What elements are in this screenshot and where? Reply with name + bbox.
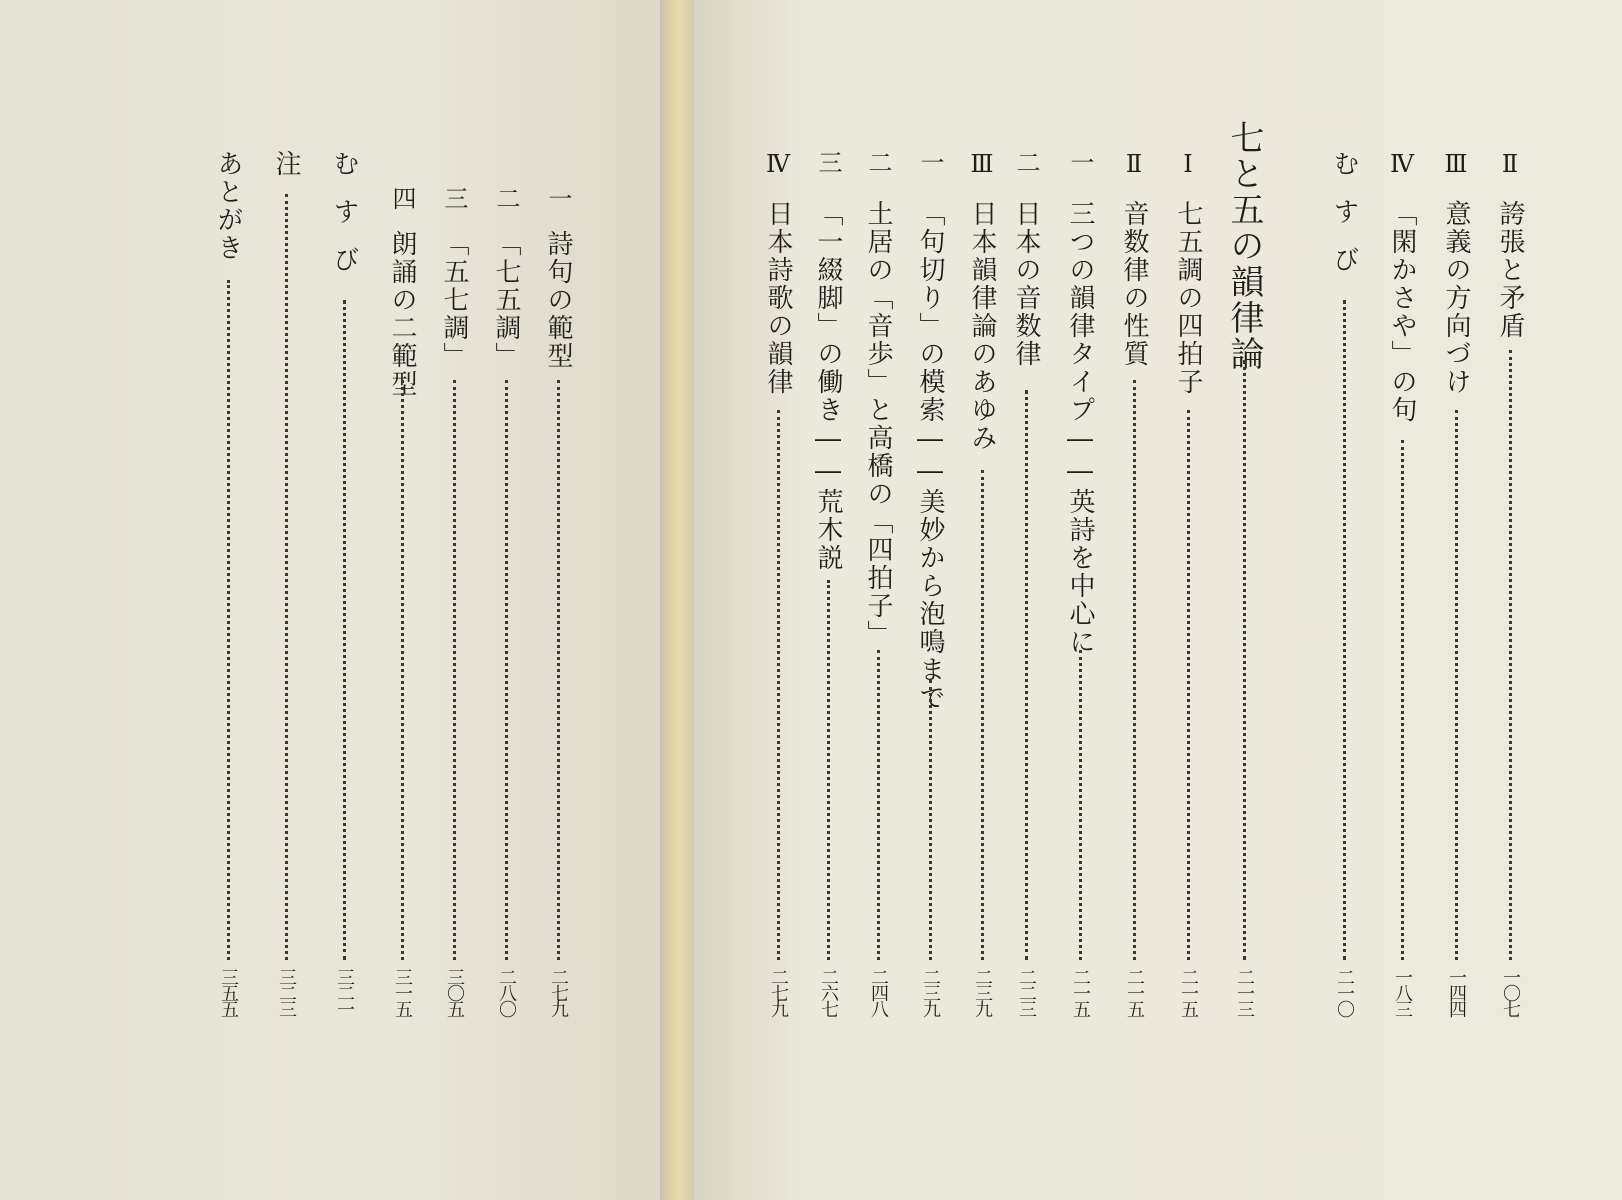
dot-leader bbox=[1455, 410, 1458, 960]
dot-leader bbox=[1133, 380, 1136, 960]
dot-leader bbox=[505, 380, 508, 960]
dot-leader bbox=[827, 580, 830, 960]
entry-page-number: 二一五 bbox=[1124, 968, 1145, 1016]
entry-title: 注 bbox=[271, 150, 301, 178]
entry-page-number: 三二三 bbox=[276, 968, 297, 1016]
toc-entry bbox=[1112, 150, 1156, 1050]
entry-title: 「五七調」 bbox=[439, 230, 469, 370]
entry-numeral: 四 bbox=[388, 186, 416, 210]
entry-numeral: 一 bbox=[544, 186, 572, 210]
entry-page-number: 二四八 bbox=[868, 968, 889, 1016]
dot-leader bbox=[1079, 650, 1082, 960]
entry-title: むすび bbox=[329, 150, 359, 294]
dot-leader bbox=[285, 194, 288, 960]
entry-page-number: 三〇五 bbox=[444, 968, 465, 1016]
toc-entry bbox=[856, 150, 900, 1050]
toc-entry bbox=[432, 150, 476, 1050]
entry-page-number: 二七九 bbox=[768, 968, 789, 1016]
toc-entry bbox=[264, 150, 308, 1050]
toc-entry bbox=[908, 150, 952, 1050]
toc-entry bbox=[206, 150, 250, 1050]
toc-entry bbox=[1322, 150, 1366, 1050]
dot-leader bbox=[227, 280, 230, 960]
entry-title: 日本詩歌の韻律 bbox=[763, 200, 793, 396]
entry-numeral: Ⅲ bbox=[968, 150, 996, 178]
entry-numeral: 二 bbox=[492, 186, 520, 210]
entry-page-number: 一〇七 bbox=[1500, 968, 1521, 1016]
toc-entry bbox=[806, 150, 850, 1050]
entry-numeral: 三 bbox=[814, 150, 842, 174]
dot-leader bbox=[877, 650, 880, 960]
dot-leader bbox=[1025, 390, 1028, 960]
entry-numeral: Ⅲ bbox=[1442, 150, 1470, 178]
entry-page-number: 二八〇 bbox=[496, 968, 517, 1016]
toc-entry bbox=[756, 150, 800, 1050]
entry-numeral: Ⅳ bbox=[764, 150, 792, 178]
toc-entry bbox=[1488, 150, 1532, 1050]
entry-title: 「七五調」 bbox=[491, 230, 521, 370]
entry-page-number: 一四四 bbox=[1446, 968, 1467, 1016]
entry-numeral: 一 bbox=[1066, 150, 1094, 174]
entry-numeral: 一 bbox=[916, 150, 944, 174]
entry-title: 日本韻律論のあゆみ bbox=[967, 200, 997, 452]
dot-leader bbox=[1187, 410, 1190, 960]
entry-title: 音数律の性質 bbox=[1119, 200, 1149, 368]
toc-entry bbox=[1004, 150, 1048, 1050]
entry-numeral: 二 bbox=[1012, 150, 1040, 174]
section-title: 七と五の韻律論 bbox=[1224, 120, 1264, 372]
entry-page-number: 二一三 bbox=[1234, 968, 1255, 1016]
entry-page-number: 三一五 bbox=[392, 968, 413, 1016]
entry-title: 「一綴脚」の働き――荒木説 bbox=[813, 200, 843, 572]
entry-page-number: 二二三 bbox=[1016, 968, 1037, 1016]
toc-entry bbox=[1434, 150, 1478, 1050]
dot-leader bbox=[343, 300, 346, 960]
entry-title: 三つの韻律タイプ――英詩を中心に bbox=[1065, 200, 1095, 656]
toc-entry bbox=[536, 150, 580, 1050]
entry-title: むすび bbox=[1329, 150, 1359, 294]
section-heading bbox=[1222, 120, 1266, 1050]
entry-page-number: 三五五 bbox=[218, 968, 239, 1016]
entry-numeral: Ⅱ bbox=[1496, 150, 1524, 178]
dot-leader bbox=[1243, 360, 1246, 960]
entry-numeral: Ⅳ bbox=[1388, 150, 1416, 178]
dot-leader bbox=[401, 380, 404, 960]
toc-entry bbox=[1380, 150, 1424, 1050]
entry-page-number: 三二一 bbox=[334, 968, 355, 1016]
dot-leader bbox=[1343, 300, 1346, 960]
dot-leader bbox=[453, 380, 456, 960]
entry-numeral: 二 bbox=[864, 150, 892, 174]
entry-title: 意義の方向づけ bbox=[1441, 200, 1471, 396]
entry-title: 日本の音数律 bbox=[1011, 200, 1041, 368]
toc-entry bbox=[380, 150, 424, 1050]
entry-page-number: 二一〇 bbox=[1334, 968, 1355, 1016]
entry-title: 誇張と矛盾 bbox=[1495, 200, 1525, 340]
toc-entry bbox=[1058, 150, 1102, 1050]
dot-leader bbox=[1509, 350, 1512, 960]
entry-title: 「句切り」の模索――美妙から泡鳴まで bbox=[915, 200, 945, 712]
entry-page-number: 一八三 bbox=[1392, 968, 1413, 1016]
entry-title: 詩句の範型 bbox=[543, 230, 573, 370]
toc-entry bbox=[322, 150, 366, 1050]
entry-title: 七五調の四拍子 bbox=[1173, 200, 1203, 396]
dot-leader bbox=[557, 380, 560, 960]
book-gutter bbox=[660, 0, 694, 1200]
entry-page-number: 二三九 bbox=[972, 968, 993, 1016]
entry-title: 朗誦の二範型 bbox=[387, 230, 417, 398]
entry-page-number: 二六七 bbox=[818, 968, 839, 1016]
entry-title: 土居の「音歩」と高橋の「四拍子」 bbox=[863, 200, 893, 648]
toc-entry bbox=[960, 150, 1004, 1050]
entry-numeral: Ⅱ bbox=[1120, 150, 1148, 178]
entry-page-number: 二三九 bbox=[920, 968, 941, 1016]
dot-leader bbox=[981, 470, 984, 960]
entry-page-number: 二七九 bbox=[548, 968, 569, 1016]
toc-entry bbox=[484, 150, 528, 1050]
entry-numeral: Ⅰ bbox=[1174, 150, 1202, 178]
toc-entry bbox=[1166, 150, 1210, 1050]
dot-leader bbox=[929, 680, 932, 960]
entry-title: 「閑かさや」の句 bbox=[1387, 200, 1417, 424]
entry-page-number: 二一五 bbox=[1178, 968, 1199, 1016]
dot-leader bbox=[1401, 440, 1404, 960]
dot-leader bbox=[777, 410, 780, 960]
entry-page-number: 二一五 bbox=[1070, 968, 1091, 1016]
entry-numeral: 三 bbox=[440, 186, 468, 210]
entry-title: あとがき bbox=[213, 150, 243, 262]
